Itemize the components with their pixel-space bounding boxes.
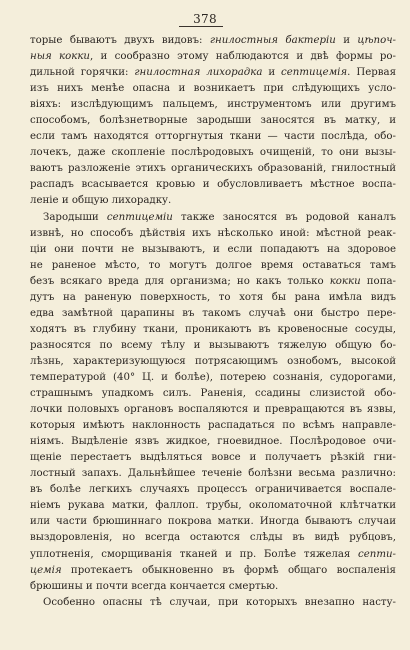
text-segment: . Первая: [347, 67, 396, 79]
text-segment: лостный запахъ. Дальнѣйшее теченiе болѣзни весьма различно:: [30, 468, 396, 480]
text-segment: цiи они почти не вызываютъ, и если попадаютъ на здоровое: [30, 243, 396, 255]
italic-term: септицемiи: [106, 211, 173, 223]
text-segment: страшнымъ упадкомъ силъ. Раненiя, ссадины слизистой обо-: [30, 388, 396, 400]
text-segment: вiяхъ: изслѣдующимъ пальцемъ, инструментомъ или другимъ: [30, 99, 396, 111]
italic-term: гнилостныя бактерiи: [209, 35, 336, 46]
text-segment: дильной горячки:: [30, 67, 135, 79]
text-segment: уплотненiя, сморщиванiя тканей и пр. Болѣе тяжелая: [30, 548, 359, 560]
italic-term: цемiя: [30, 564, 62, 576]
text-line: [30, 65, 396, 81]
text-line: [30, 226, 396, 242]
text-line: [30, 418, 396, 434]
text-line: [30, 563, 396, 579]
text-line: [30, 193, 396, 209]
text-segment: безъ всякаго вреда для организма; но какъ только: [30, 275, 330, 287]
text-segment: и: [262, 67, 282, 79]
text-line: [30, 274, 396, 290]
text-segment: брюшины и почти всегда кончается смертью.: [30, 580, 279, 592]
text-segment: Особенно опасны тѣ случаи, при которыхъ внезапно насту-: [43, 596, 396, 608]
page-number: 378: [193, 12, 217, 26]
text-segment: или части брюшиннаго покрова матки. Иногда бываютъ случаи: [30, 516, 396, 528]
text-segment: и: [335, 35, 358, 46]
text-segment: щенiе перестаетъ выдѣляться вовсе и получаетъ рѣзкiй гни-: [30, 452, 396, 464]
text-segment: лочки половыхъ органовъ воспаляются и превращаются въ язвы,: [30, 404, 396, 416]
italic-term: ныя кокки: [30, 51, 90, 63]
text-segment: которыя имѣютъ наклонность распадаться по всѣмъ направле-: [30, 420, 396, 432]
text-line: [30, 595, 396, 611]
text-line: [30, 547, 396, 563]
text-line: [30, 402, 396, 418]
text-segment: протекаетъ обыкновенно въ формѣ общаго воспаленiя: [61, 564, 396, 576]
text-line: [30, 161, 396, 177]
italic-term: гнилостная лихорадка: [134, 67, 263, 79]
text-line: [30, 113, 396, 129]
text-segment: ленiе и общую лихорадку.: [30, 195, 172, 207]
text-segment: , и сообразно этому наблюдаются и двѣ формы ро-: [90, 51, 397, 63]
text-line: [30, 145, 396, 161]
text-segment: нiямъ. Выдѣленiе язвъ жидкое, гноевидное. Послѣродовое очи-: [30, 436, 396, 448]
text-line: [30, 514, 396, 530]
text-segment: изъ нихъ менѣе опасна и возникаетъ при слѣдующихъ усло-: [30, 83, 396, 95]
text-line: [30, 434, 396, 450]
text-line: [30, 33, 396, 49]
text-segment: едва замѣтной царапины въ такомъ случаѣ они быстро пере-: [30, 307, 396, 319]
text-line: [30, 49, 396, 65]
text-line: [30, 450, 396, 466]
text-line: [30, 322, 396, 338]
text-segment: способомъ, болѣзнетворные зародыши заносятся въ матку, и: [30, 115, 396, 127]
text-segment: разносятся по всему тѣлу и вызываютъ тяжелую общую бо-: [30, 339, 396, 351]
italic-term: кокки: [329, 275, 361, 287]
text-line: [30, 338, 396, 354]
text-line: [30, 466, 396, 482]
text-line: [30, 129, 396, 145]
text-segment: температурой (40° Ц. и болѣе), потерею сознанiя, судорогами,: [30, 371, 396, 383]
italic-term: септи-: [358, 548, 396, 560]
text-line: [30, 386, 396, 402]
body-text: [30, 33, 396, 611]
text-line: [30, 258, 396, 274]
text-segment: если тамъ находятся отторгнутыя ткани — части послѣда, обо-: [30, 131, 396, 143]
text-line: [30, 579, 396, 595]
text-segment: нiемъ рукава матки, фаллоп. трубы, околоматочной клѣтчатки: [30, 500, 396, 512]
text-segment: торые бываютъ двухъ видовъ:: [30, 35, 210, 46]
text-line: [30, 530, 396, 546]
text-line: [30, 242, 396, 258]
text-segment: ваютъ разложенiе этихъ органическихъ образованiй, гнилостный: [30, 163, 396, 175]
text-line: [30, 370, 396, 386]
text-segment: извнѣ, но способъ дѣйствiя ихъ нѣсколько иной: мѣстной реак-: [30, 227, 396, 239]
text-segment: выздоровленiя, но всегда остаются слѣды въ видѣ рубцовъ,: [30, 532, 396, 544]
text-segment: лочекъ, даже скопленiе послѣродовыхъ очищенiй, то они вызы-: [30, 147, 396, 159]
text-line: [30, 177, 396, 193]
italic-term: септицемiя: [281, 67, 348, 79]
text-segment: въ болѣе легкихъ случаяхъ процессъ ограничивается воспале-: [30, 484, 396, 496]
text-line: [30, 306, 396, 322]
text-segment: Зародыши: [43, 211, 107, 223]
text-line: [30, 498, 396, 514]
text-line: [30, 290, 396, 306]
italic-term: цѣпоч-: [357, 35, 396, 46]
text-line: [30, 210, 396, 226]
text-line: [30, 482, 396, 498]
text-segment: не раненое мѣсто, то могутъ долгое время оставаться тамъ: [30, 259, 396, 271]
text-segment: попа-: [360, 275, 397, 287]
text-segment: дутъ на раненую поверхность, то хотя бы рана имѣла видъ: [30, 291, 396, 303]
text-line: [30, 354, 396, 370]
page-number-rule: [179, 26, 223, 27]
text-segment: распадъ всасывается кровью и обусловливаетъ мѣстное воспа-: [30, 179, 396, 191]
text-line: [30, 97, 396, 113]
text-segment: также заносятся въ родовой каналъ: [172, 211, 396, 223]
text-segment: ходятъ въ глубину ткани, проникаютъ въ кровеносные сосуды,: [30, 323, 396, 335]
text-line: [30, 81, 396, 97]
text-segment: лѣзнь, характеризующуюся потрясающимъ ознобомъ, высокой: [30, 355, 396, 367]
